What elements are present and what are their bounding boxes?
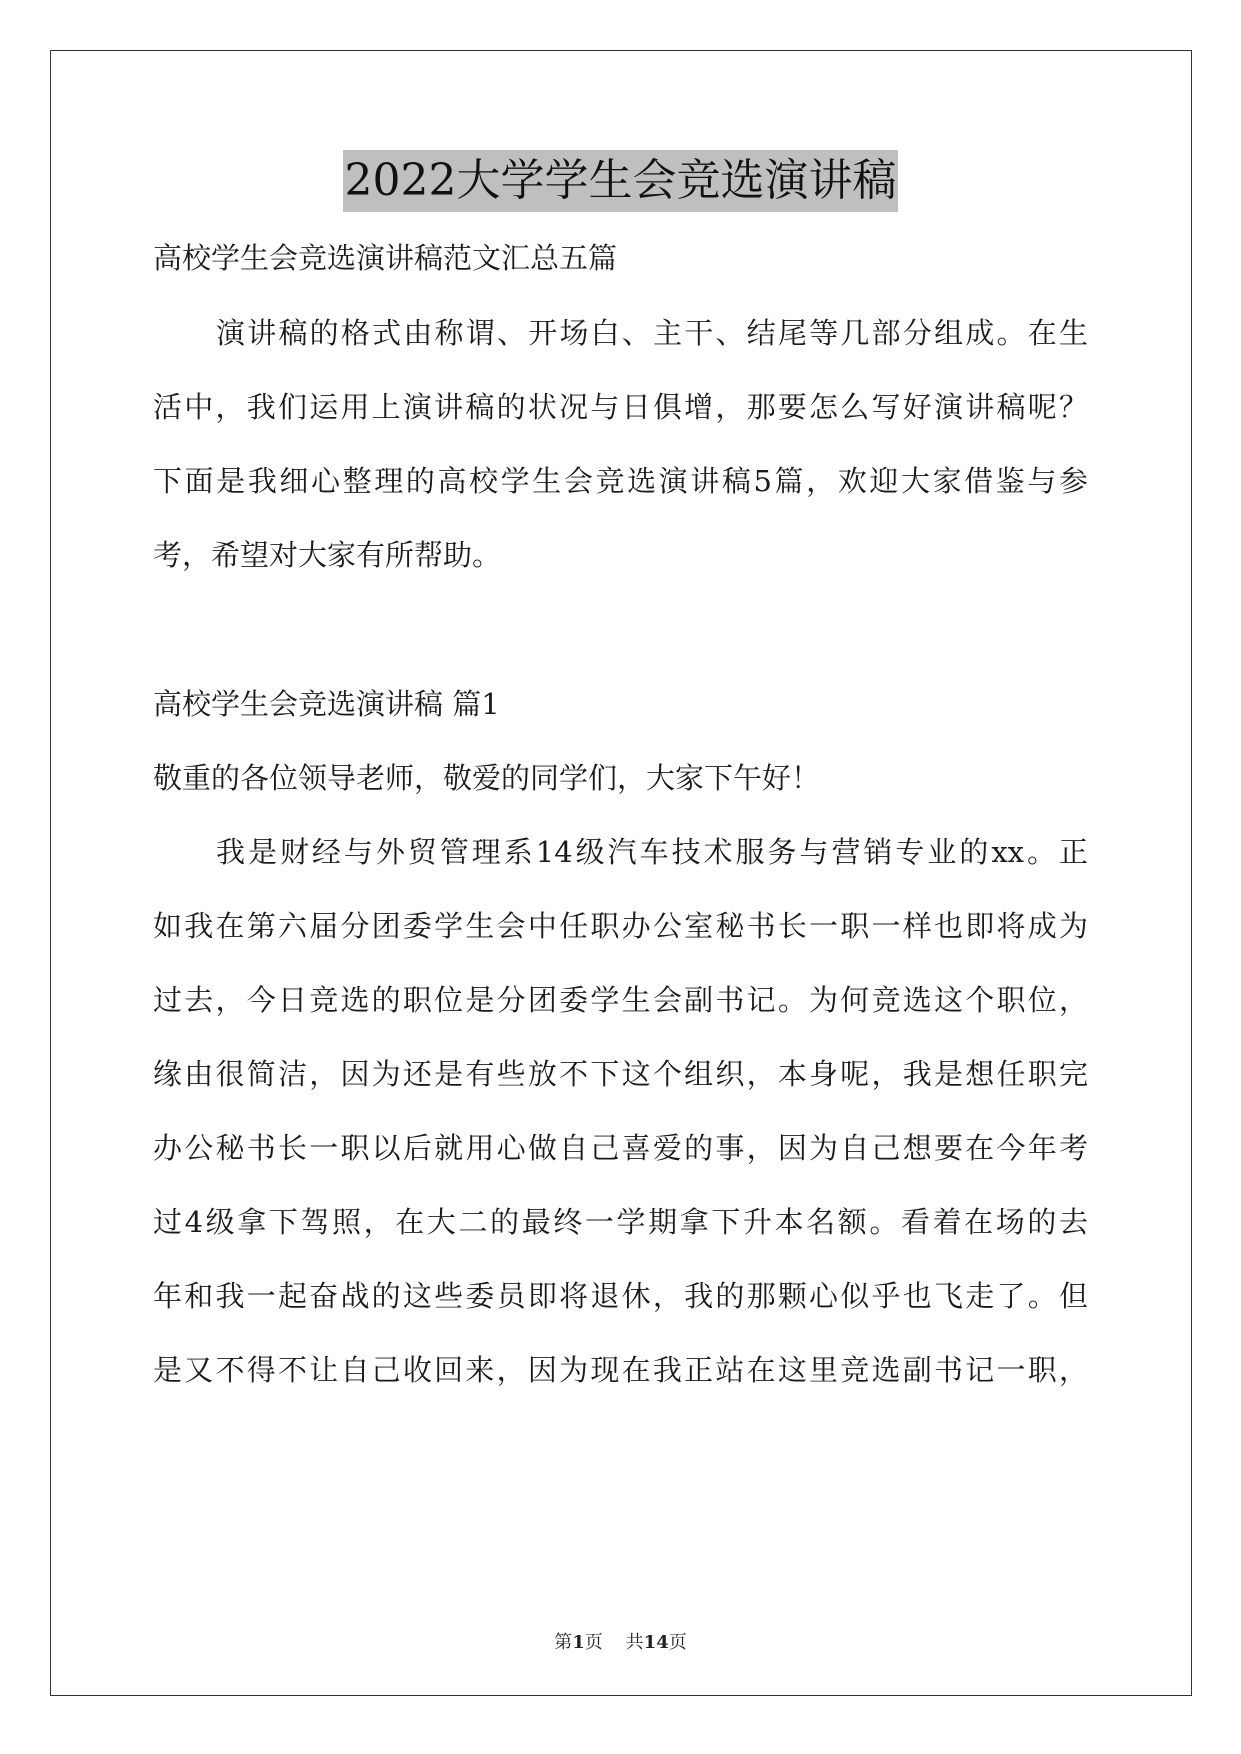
footer-total-prefix: 共 — [625, 1632, 644, 1653]
subtitle: 高校学生会竞选演讲稿范文汇总五篇 — [153, 241, 618, 275]
body-line-1: 我是财经与外贸管理系14级汽车技术服务与营销专业的xx。正 — [216, 835, 1088, 869]
footer-prefix: 第 — [554, 1632, 573, 1653]
footer-total-pages: 14 — [643, 1632, 669, 1653]
intro-line-4: 考，希望对大家有所帮助。 — [153, 538, 502, 572]
intro-line-3: 下面是我细心整理的高校学生会竞选演讲稿5篇，欢迎大家借鉴与参 — [153, 464, 1088, 498]
title-container — [0, 150, 1241, 212]
body-line-2: 如我在第六届分团委学生会中任职办公室秘书长一职一样也即将成为 — [153, 909, 1088, 943]
footer-page-suffix: 页 — [584, 1632, 603, 1653]
section-heading: 高校学生会竞选演讲稿 篇1 — [153, 687, 500, 721]
document-title: 2022大学学生会竞选演讲稿 — [343, 150, 899, 212]
body-line-4: 缘由很简洁，因为还是有些放不下这个组织，本身呢，我是想任职完 — [153, 1057, 1088, 1091]
footer-total-suffix: 页 — [668, 1632, 687, 1653]
intro-line-1: 演讲稿的格式由称谓、开场白、主干、结尾等几部分组成。在生 — [216, 316, 1088, 350]
intro-line-2: 活中，我们运用上演讲稿的状况与日俱增，那要怎么写好演讲稿呢？ — [153, 390, 1088, 424]
body-line-7: 年和我一起奋战的这些委员即将退休，我的那颗心似乎也飞走了。但 — [153, 1279, 1088, 1313]
body-line-5: 办公秘书长一职以后就用心做自己喜爱的事，因为自己想要在今年考 — [153, 1131, 1088, 1165]
footer-page-number: 1 — [572, 1632, 585, 1653]
body-line-3: 过去，今日竞选的职位是分团委学生会副书记。为何竞选这个职位， — [153, 983, 1088, 1017]
page-border — [50, 50, 1192, 1696]
body-line-8: 是又不得不让自己收回来，因为现在我正站在这里竞选副书记一职， — [153, 1353, 1088, 1387]
page-footer — [0, 1628, 1241, 1654]
body-line-6: 过4级拿下驾照，在大二的最终一学期拿下升本名额。看着在场的去 — [153, 1205, 1088, 1239]
greeting: 敬重的各位领导老师，敬爱的同学们，大家下午好！ — [153, 761, 821, 795]
